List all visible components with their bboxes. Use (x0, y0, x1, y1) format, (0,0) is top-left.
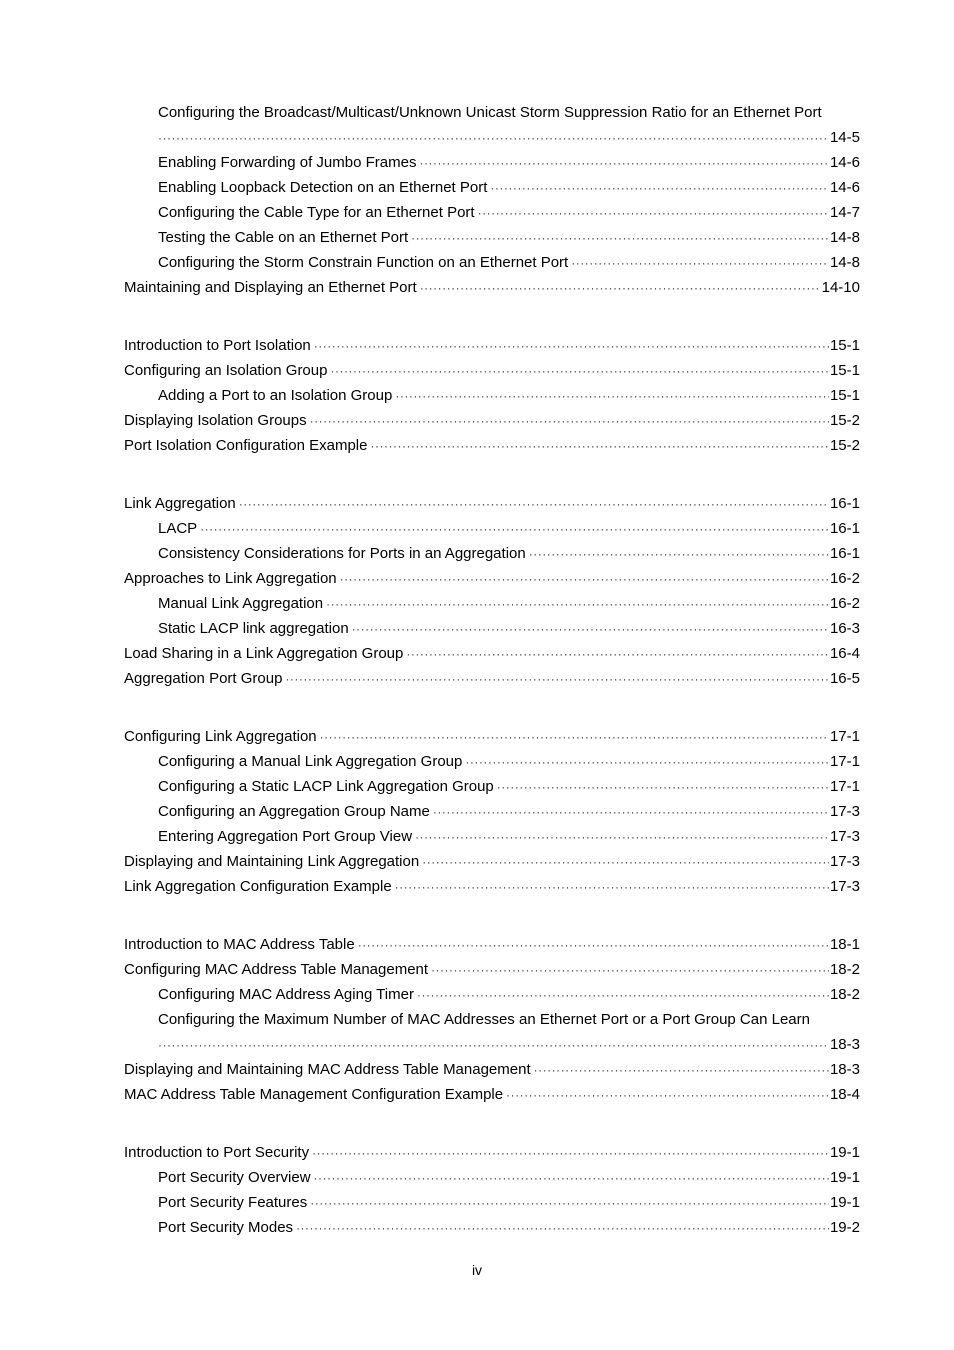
dot-leader (497, 775, 829, 800)
toc-entry-page: 16-1 (829, 545, 860, 562)
dot-leader (358, 933, 829, 958)
toc-entry-page: 14-6 (829, 154, 860, 171)
dot-leader (490, 176, 829, 201)
toc-entry-title: Configuring the Storm Constrain Function on an Ethernet Port (158, 254, 569, 271)
toc-entry-page: 15-1 (829, 362, 860, 379)
toc-entry-page: 17-3 (829, 803, 860, 820)
toc-entry[interactable] (124, 1082, 860, 1107)
toc-entry-page: 18-1 (829, 936, 860, 953)
dot-leader (330, 359, 829, 384)
toc-entry[interactable] (158, 200, 860, 225)
section-gap (124, 458, 860, 491)
toc-entry-title: Link Aggregation (124, 495, 236, 512)
toc-entry-title: Adding a Port to an Isolation Group (158, 387, 393, 404)
toc-entry-title: Configuring the Maximum Number of MAC Addresses an Ethernet Port or a Port Group Can Learn (158, 1011, 810, 1028)
toc-entry-page: 17-1 (829, 778, 860, 795)
dot-leader (534, 1058, 829, 1083)
dot-leader (411, 226, 829, 251)
toc-entry[interactable] (124, 275, 860, 300)
toc-entry-page: 18-2 (829, 986, 860, 1003)
toc-entry[interactable] (158, 616, 860, 641)
dot-leader (465, 750, 829, 775)
toc-entry[interactable] (158, 516, 860, 541)
toc-entry[interactable] (158, 1165, 860, 1190)
toc-entry-page: 19-2 (829, 1219, 860, 1236)
toc-entry-page: 16-5 (829, 670, 860, 687)
toc-entry-title: LACP (158, 520, 198, 537)
toc-entry-title: Enabling Forwarding of Jumbo Frames (158, 154, 417, 171)
toc-entry-title: Testing the Cable on an Ethernet Port (158, 229, 409, 246)
toc-entry-title: Introduction to Port Isolation (124, 337, 311, 354)
toc-entry-title: Port Security Modes (158, 1219, 294, 1236)
toc-entry-title: Displaying Isolation Groups (124, 412, 307, 429)
dot-leader (158, 126, 829, 151)
dot-leader (340, 567, 829, 592)
dot-leader (326, 592, 829, 617)
dot-leader (285, 667, 829, 692)
toc-entry-title: Port Security Features (158, 1194, 308, 1211)
toc-entry-page: 18-3 (829, 1036, 860, 1053)
dot-leader (415, 825, 829, 850)
toc-entry[interactable] (158, 1190, 860, 1215)
toc-entry[interactable] (158, 749, 860, 774)
toc-entry[interactable] (124, 724, 860, 749)
section-gap (124, 899, 860, 932)
toc-entry[interactable] (124, 408, 860, 433)
toc-entry-title: Load Sharing in a Link Aggregation Group (124, 645, 404, 662)
dot-leader (395, 384, 829, 409)
toc-entry[interactable] (158, 100, 860, 150)
toc-entry[interactable] (124, 358, 860, 383)
toc-entry-title: Introduction to MAC Address Table (124, 936, 355, 953)
toc-entry-title: MAC Address Table Management Configuration Example (124, 1086, 504, 1103)
toc-entry[interactable] (158, 824, 860, 849)
dot-leader (296, 1216, 829, 1241)
toc-entry-page: 17-3 (829, 853, 860, 870)
dot-leader (158, 1033, 829, 1058)
dot-leader (420, 276, 821, 301)
dot-leader (419, 151, 829, 176)
toc-entry-title: Displaying and Maintaining MAC Address Table Management (124, 1061, 531, 1078)
toc-entry-title: Manual Link Aggregation (158, 595, 324, 612)
dot-leader (506, 1083, 829, 1108)
toc-entry-page: 17-1 (829, 753, 860, 770)
toc-entry[interactable] (158, 250, 860, 275)
dot-leader (406, 642, 829, 667)
toc-entry-title: Displaying and Maintaining Link Aggregation (124, 853, 420, 870)
table-of-contents (124, 100, 860, 1240)
toc-entry-title: Port Security Overview (158, 1169, 311, 1186)
toc-entry-page: 16-4 (829, 645, 860, 662)
toc-entry-page: 14-5 (829, 129, 860, 146)
toc-entry-title: Configuring MAC Address Aging Timer (158, 986, 414, 1003)
toc-entry-page: 15-1 (829, 387, 860, 404)
toc-entry[interactable] (124, 1140, 860, 1165)
toc-entry-title: Configuring an Aggregation Group Name (158, 803, 430, 820)
toc-entry-title: Configuring Link Aggregation (124, 728, 317, 745)
dot-leader (433, 800, 829, 825)
dot-leader (352, 617, 829, 642)
dot-leader (314, 334, 829, 359)
toc-entry-page: 15-2 (829, 437, 860, 454)
dot-leader (312, 1141, 829, 1166)
toc-entry-page: 16-1 (829, 495, 860, 512)
section-gap (124, 1107, 860, 1140)
toc-entry[interactable] (124, 849, 860, 874)
dot-leader (395, 875, 829, 900)
dot-leader (314, 1166, 829, 1191)
toc-entry[interactable] (124, 566, 860, 591)
toc-entry-page: 18-3 (829, 1061, 860, 1078)
dot-leader (431, 958, 829, 983)
toc-entry-title: Enabling Loopback Detection on an Ethernet Port (158, 179, 488, 196)
section-gap (124, 691, 860, 724)
toc-entry-title: Configuring a Manual Link Aggregation Group (158, 753, 463, 770)
toc-entry-title: Static LACP link aggregation (158, 620, 349, 637)
toc-entry-title: Consistency Considerations for Ports in an Aggregation (158, 545, 526, 562)
toc-entry-title: Configuring MAC Address Table Management (124, 961, 429, 978)
dot-leader (478, 201, 829, 226)
toc-entry-title: Configuring the Cable Type for an Ethernet Port (158, 204, 475, 221)
toc-entry-title: Introduction to Port Security (124, 1144, 310, 1161)
dot-leader (571, 251, 829, 276)
toc-entry[interactable] (158, 150, 860, 175)
toc-entry[interactable] (158, 1007, 860, 1057)
toc-entry-page: 16-1 (829, 520, 860, 537)
toc-entry-page: 14-10 (821, 279, 860, 296)
toc-entry-page: 17-3 (829, 828, 860, 845)
dot-leader (320, 725, 829, 750)
toc-entry-title: Approaches to Link Aggregation (124, 570, 337, 587)
toc-entry[interactable] (158, 774, 860, 799)
toc-entry[interactable] (158, 175, 860, 200)
toc-entry[interactable] (124, 333, 860, 358)
dot-leader (310, 409, 829, 434)
toc-entry[interactable] (158, 383, 860, 408)
toc-entry-page: 14-6 (829, 179, 860, 196)
toc-entry-page: 16-2 (829, 595, 860, 612)
toc-entry[interactable] (124, 491, 860, 516)
toc-entry-page: 15-2 (829, 412, 860, 429)
dot-leader (200, 517, 829, 542)
toc-entry-page: 14-8 (829, 254, 860, 271)
toc-entry-page: 16-3 (829, 620, 860, 637)
toc-entry-page: 19-1 (829, 1194, 860, 1211)
toc-entry-page: 18-2 (829, 961, 860, 978)
toc-entry[interactable] (158, 1215, 860, 1240)
toc-entry-page: 15-1 (829, 337, 860, 354)
toc-entry[interactable] (158, 799, 860, 824)
toc-entry-title: Port Isolation Configuration Example (124, 437, 368, 454)
toc-entry[interactable] (158, 541, 860, 566)
dot-leader (422, 850, 829, 875)
dot-leader (370, 434, 829, 459)
toc-entry[interactable] (124, 666, 860, 691)
section-gap (124, 300, 860, 333)
toc-entry[interactable] (124, 433, 860, 458)
dot-leader (310, 1191, 829, 1216)
toc-entry[interactable] (124, 874, 860, 899)
toc-entry[interactable] (158, 982, 860, 1007)
toc-entry-title: Aggregation Port Group (124, 670, 283, 687)
page-number: iv (471, 1262, 483, 1278)
toc-entry-page: 17-1 (829, 728, 860, 745)
toc-entry-title: Entering Aggregation Port Group View (158, 828, 413, 845)
dot-leader (417, 983, 829, 1008)
toc-entry-page: 14-7 (829, 204, 860, 221)
toc-entry[interactable] (124, 957, 860, 982)
toc-entry[interactable] (158, 591, 860, 616)
toc-entry[interactable] (124, 641, 860, 666)
toc-entry-title: Link Aggregation Configuration Example (124, 878, 392, 895)
toc-entry[interactable] (124, 932, 860, 957)
dot-leader (529, 542, 829, 567)
toc-entry-page: 17-3 (829, 878, 860, 895)
dot-leader (239, 492, 829, 517)
toc-entry[interactable] (124, 1057, 860, 1082)
toc-entry-page: 18-4 (829, 1086, 860, 1103)
toc-entry-title: Maintaining and Displaying an Ethernet Port (124, 279, 417, 296)
toc-entry-page: 14-8 (829, 229, 860, 246)
toc-entry-page: 19-1 (829, 1144, 860, 1161)
toc-entry-page: 19-1 (829, 1169, 860, 1186)
toc-entry-title: Configuring the Broadcast/Multicast/Unknown Unicast Storm Suppression Ratio for an Ethernet Port (158, 104, 822, 121)
toc-entry-page: 16-2 (829, 570, 860, 587)
toc-entry[interactable] (158, 225, 860, 250)
toc-entry-title: Configuring an Isolation Group (124, 362, 328, 379)
toc-entry-title: Configuring a Static LACP Link Aggregation Group (158, 778, 494, 795)
